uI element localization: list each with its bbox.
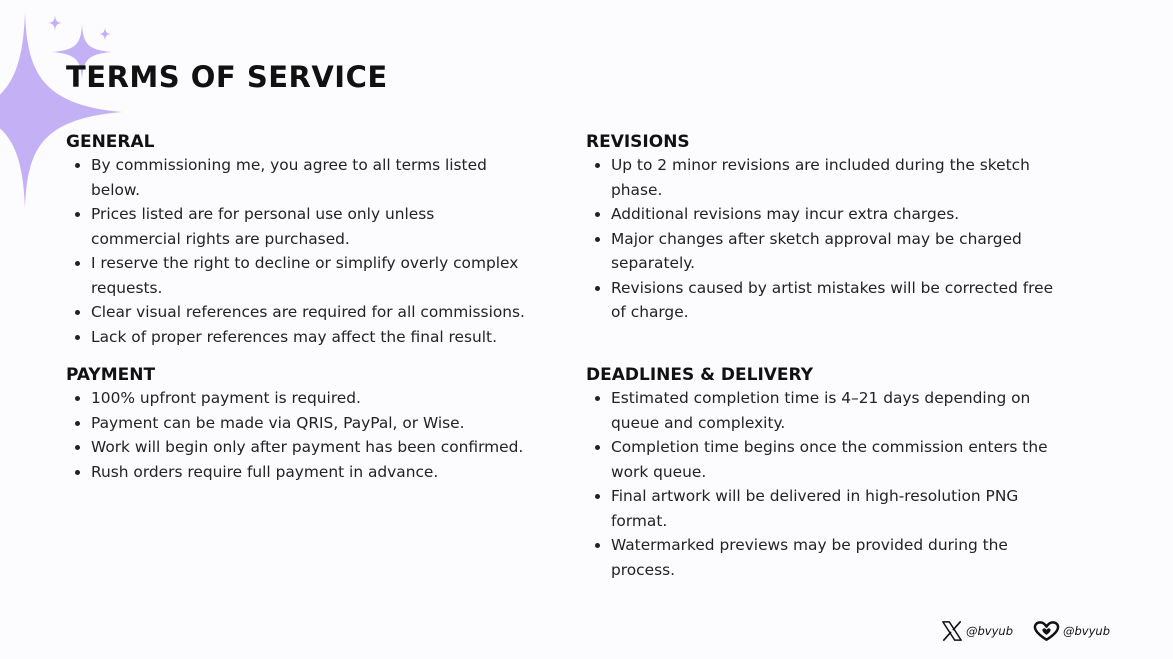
revisions-list — [586, 153, 1066, 325]
heart-handle: @bvyub — [1063, 624, 1110, 638]
x-logo-icon — [941, 620, 963, 642]
social-x[interactable] — [941, 620, 1013, 642]
list-item: • Rush orders require full payment in advance. — [91, 460, 526, 485]
general-list — [66, 153, 526, 349]
page-title: TERMS OF SERVICE — [66, 60, 388, 94]
section-heading-delivery: DEADLINES & DELIVERY — [586, 365, 814, 385]
section-heading-general: GENERAL — [66, 132, 155, 152]
section-payment — [66, 365, 526, 484]
small-sparkle — [48, 15, 62, 31]
section-general — [66, 132, 526, 349]
list-item: • I reserve the right to decline or simplify overly complex requests. — [91, 251, 526, 300]
list-item: • Estimated completion time is 4–21 days depending on queue and complexity. — [611, 386, 1066, 435]
list-item: • Up to 2 minor revisions are included during the sketch phase. — [611, 153, 1066, 202]
section-heading-revisions: REVISIONS — [586, 132, 690, 152]
section-revisions — [586, 132, 1066, 325]
list-item: • Major changes after sketch approval may be charged separately. — [611, 227, 1066, 276]
section-heading-payment: PAYMENT — [66, 365, 156, 385]
list-item: • By commissioning me, you agree to all terms listed below. — [91, 153, 526, 202]
list-item: • Revisions caused by artist mistakes will be corrected free of charge. — [611, 276, 1066, 325]
list-item: • Final artwork will be delivered in high-resolution PNG format. — [611, 484, 1066, 533]
list-item: • Watermarked previews may be provided during the process. — [611, 533, 1066, 582]
social-heart[interactable] — [1033, 620, 1110, 642]
list-item: • Clear visual references are required for all commissions. — [91, 300, 526, 325]
heart-logo-icon — [1033, 620, 1060, 642]
delivery-list — [586, 386, 1066, 582]
list-item: • Additional revisions may incur extra charges. — [611, 202, 1066, 227]
list-item: • Work will begin only after payment has been confirmed. — [91, 435, 526, 460]
list-item: • Prices listed are for personal use only unless commercial rights are purchased. — [91, 202, 526, 251]
payment-list — [66, 386, 526, 484]
x-handle: @bvyub — [966, 624, 1013, 638]
tiny-sparkle — [99, 27, 111, 41]
list-item: • Payment can be made via QRIS, PayPal, or Wise. — [91, 411, 526, 436]
list-item: • Completion time begins once the commission enters the work queue. — [611, 435, 1066, 484]
list-item: • Lack of proper references may affect the final result. — [91, 325, 526, 350]
section-delivery — [586, 365, 1066, 582]
list-item: • 100% upfront payment is required. — [91, 386, 526, 411]
